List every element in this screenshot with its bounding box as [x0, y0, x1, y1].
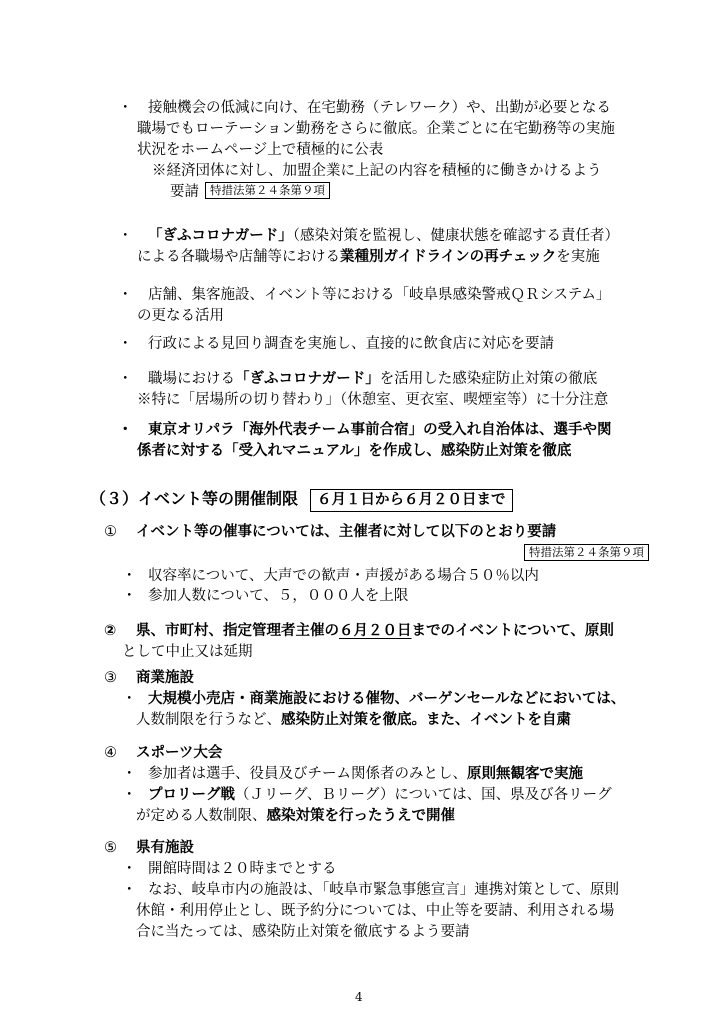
text: による各職場や店舗等における: [137, 249, 340, 265]
bullet-mark: ・: [118, 228, 133, 244]
text-line: 東京オリパラ「海外代表チーム事前合宿」の受入れ自治体は、選手や関: [148, 422, 612, 438]
text: までのイベントについて、原則: [411, 623, 614, 639]
emphasis-text: 業種別ガイドラインの再チェック: [340, 249, 557, 265]
text: を活用した感染症防止対策の徹底: [379, 371, 598, 387]
text-line: [136, 710, 571, 731]
bullet-mark: ・: [118, 336, 133, 352]
bullet-mark: ・: [122, 766, 137, 782]
bullet-mark: ・: [118, 422, 133, 438]
note-line: ※経済団体に対し、加盟企業に上記の内容を積極的に働きかけるよう: [152, 163, 602, 179]
emphasis-text: 感染対策を行ったうえで開催: [266, 808, 455, 824]
text-line: 行政による見回り調査を実施し、直接的に飲食店に対応を要請: [148, 336, 554, 352]
emphasis-text: 感染防止対策を徹底。また、イベントを自粛: [281, 712, 571, 728]
text-line: [148, 226, 619, 247]
item-title: 県有施設: [136, 840, 194, 856]
text-line: [148, 369, 597, 390]
text-line: 開館時間は２０時までとする: [148, 861, 337, 877]
text: （感染対策を監視し、健康状態を確認する責任者）: [292, 228, 619, 244]
emphasis-text: 「ぎふコロナガード」: [235, 371, 380, 387]
section-title-text: （３）イベント等の開催制限: [90, 489, 299, 508]
text-line: 職場でもローテーション勤務をさらに徹底。企業ごとに在宅勤務等の実施: [137, 121, 615, 137]
note-line: [170, 182, 330, 203]
text-line: [148, 785, 612, 806]
text-line: 収容率について、大声での歓声・声援がある場合５０％以内: [148, 568, 539, 584]
bullet-mark: ・: [118, 287, 133, 303]
law-badge-line: [518, 544, 649, 565]
text-line: 参加人数について、５，０００人を上限: [148, 588, 409, 604]
text-line: の更なる活用: [137, 308, 224, 324]
text: 職場における: [148, 371, 235, 387]
law-badge: 特措法第２４条第９項: [524, 544, 649, 561]
emphasis-text: プロリーグ戦: [148, 787, 235, 803]
text: を実施: [556, 249, 600, 265]
text: 人数制限を行うなど、: [136, 712, 281, 728]
bullet-mark: ・: [122, 861, 137, 877]
text: 参加者は選手、役員及びチーム関係者のみとし、: [148, 766, 467, 782]
note-text: 要請: [170, 184, 199, 200]
bullet-mark: ・: [118, 371, 133, 387]
item-number: ⑤: [104, 840, 117, 856]
bullet-mark: ・: [122, 588, 137, 604]
bullet-mark: ・: [122, 691, 137, 707]
item-title: イベント等の催事については、主催者に対して以下のとおり要請: [136, 524, 557, 540]
bullet-mark: ・: [118, 100, 133, 116]
text-line: [137, 247, 600, 268]
text-line: 大規模小売店・商業施設における催物、バーゲンセールなどにおいては、: [148, 691, 626, 707]
text-line: [136, 806, 455, 827]
text-line: 合に当たっては、感染防止対策を徹底するよう要請: [136, 924, 470, 940]
bullet-mark: ・: [122, 882, 137, 898]
item-number: ①: [104, 524, 117, 540]
item-number: ③: [104, 670, 117, 686]
section-title: [90, 488, 513, 512]
text: 県、市町村、指定管理者主催の: [136, 623, 339, 639]
emphasis-text: 「ぎふコロナガード」: [148, 228, 293, 244]
emphasis-text: 原則無観客で実施: [467, 766, 583, 782]
text-line: 係者に対する「受入れマニュアル」を作成し、感染防止対策を徹底: [137, 443, 572, 459]
text-line: [136, 621, 614, 642]
text-line: 接触機会の低減に向け、在宅勤務（テレワーク）や、出勤が必要となる: [148, 100, 611, 116]
bullet-mark: ・: [122, 787, 137, 803]
text: が定める人数制限、: [136, 808, 267, 824]
text-line: 店舗、集客施設、イベント等における「岐阜県感染警戒ＱＲシステム」: [148, 287, 611, 303]
text: （Ｊリーグ、Ｂリーグ）については、国、県及び各リーグ: [235, 787, 612, 803]
text-line: 状況をホームページ上で積極的に公表: [137, 142, 384, 158]
text-line: [148, 764, 583, 785]
item-number: ②: [104, 623, 117, 639]
law-badge: 特措法第２４条第９項: [205, 182, 330, 199]
item-title: スポーツ大会: [136, 745, 223, 761]
period-badge: ６月１日から６月２０日まで: [310, 489, 513, 512]
text-line: 休館・利用停止とし、既予約分については、中止等を要請、利用される場: [136, 903, 615, 919]
item-title: 商業施設: [136, 670, 194, 686]
bullet-mark: ・: [122, 568, 137, 584]
page-number: 4: [355, 990, 363, 1004]
underlined-date: ６月２０日: [339, 623, 412, 639]
text-line: として中止又は延期: [122, 644, 253, 660]
text-line: なお、岐阜市内の施設は、「岐阜市緊急事態宣言」連携対策として、原則: [148, 882, 619, 898]
note-line: ※特に「居場所の切り替わり」（休憩室、更衣室、喫煙室等）に十分注意: [137, 392, 609, 408]
item-number: ④: [104, 745, 117, 761]
